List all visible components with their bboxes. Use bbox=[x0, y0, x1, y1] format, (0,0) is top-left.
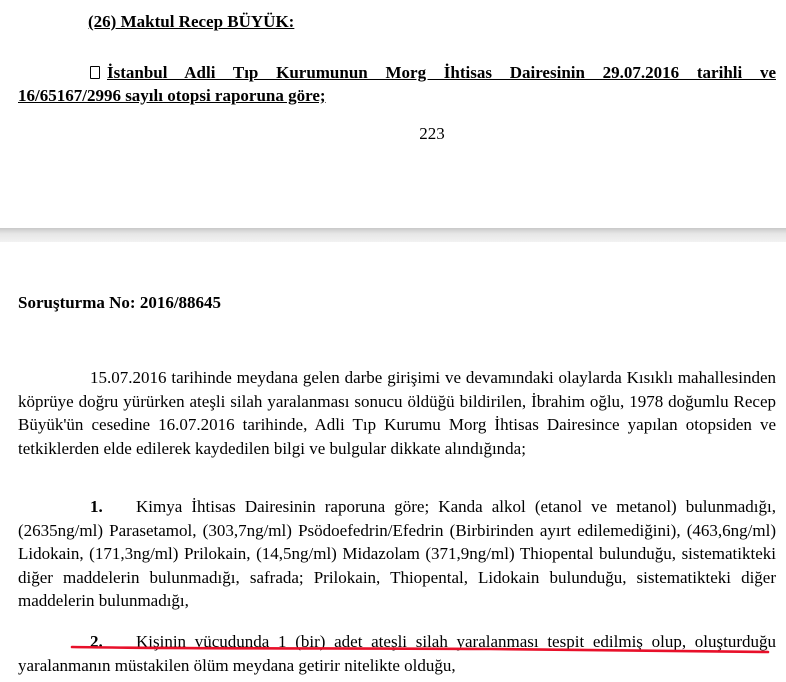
report-reference bbox=[18, 61, 776, 107]
finding-item-1-number: 1. bbox=[90, 497, 103, 516]
checkbox-icon bbox=[90, 66, 100, 79]
page-number: 223 bbox=[419, 124, 445, 143]
report-reference-line2: 16/65167/2996 sayılı otopsi raporuna göre; bbox=[18, 86, 326, 105]
section-heading: (26) Maktul Recep BÜYÜK: bbox=[88, 12, 295, 31]
finding-item-1-text: Kimya İhtisas Dairesinin raporuna göre; Kanda alkol (etanol ve metanol) bulunmadığı, (2635ng/ml) Parasetamol, (303,7ng/ml) Psödoefedrin/Efedrin (Birbirinden ayırt edilemediğini), (463,6ng/ml) Lidokain, (171,3ng/ml) Prilokain, (14,5ng/ml) Midazolam (371,9ng/ml) Thiopental bulunduğu, sistematikteki diğer maddelerin bulunmadığı, safrada; Prilokain, Thiopental, Lidokain bulunduğu, sistematikteki diğer maddelerin bulunmadığı, bbox=[18, 497, 776, 610]
intro-paragraph: 15.07.2016 tarihinde meydana gelen darbe girişimi ve devamındaki olaylarda Kısıklı mahallesinden köprüye doğru yürürken ateşli silah yaralanması sonucu öldüğü bildirilen, İbrahim oğlu, 1978 doğumlu Recep Büyük'ün cesedine 16.07.2016 tarihinde, Adli Tıp Kurumu Morg İhtisas Dairesince yapılan otopsiden ve tetkiklerden elde edilerek kaydedilen bilgi ve bulgular dikkate alındığında; bbox=[18, 368, 776, 458]
finding-item-2-text: Kişinin vücudunda 1 (bir) adet ateşli silah yaralanması tespit edilmiş olup, oluşturduğu yaralanmanın müstakilen ölüm meydana getirir nitelikte olduğu, bbox=[18, 632, 776, 675]
report-reference-line1: İstanbul Adli Tıp Kurumunun Morg İhtisas Dairesinin 29.07.2016 tarihli ve bbox=[107, 63, 776, 82]
page-separator bbox=[0, 228, 786, 242]
investigation-number: Soruşturma No: 2016/88645 bbox=[18, 293, 222, 312]
document-page-top bbox=[0, 0, 786, 228]
finding-item-2-number: 2. bbox=[90, 632, 103, 651]
red-underline-annotation bbox=[70, 643, 770, 655]
finding-item-1 bbox=[18, 495, 776, 613]
